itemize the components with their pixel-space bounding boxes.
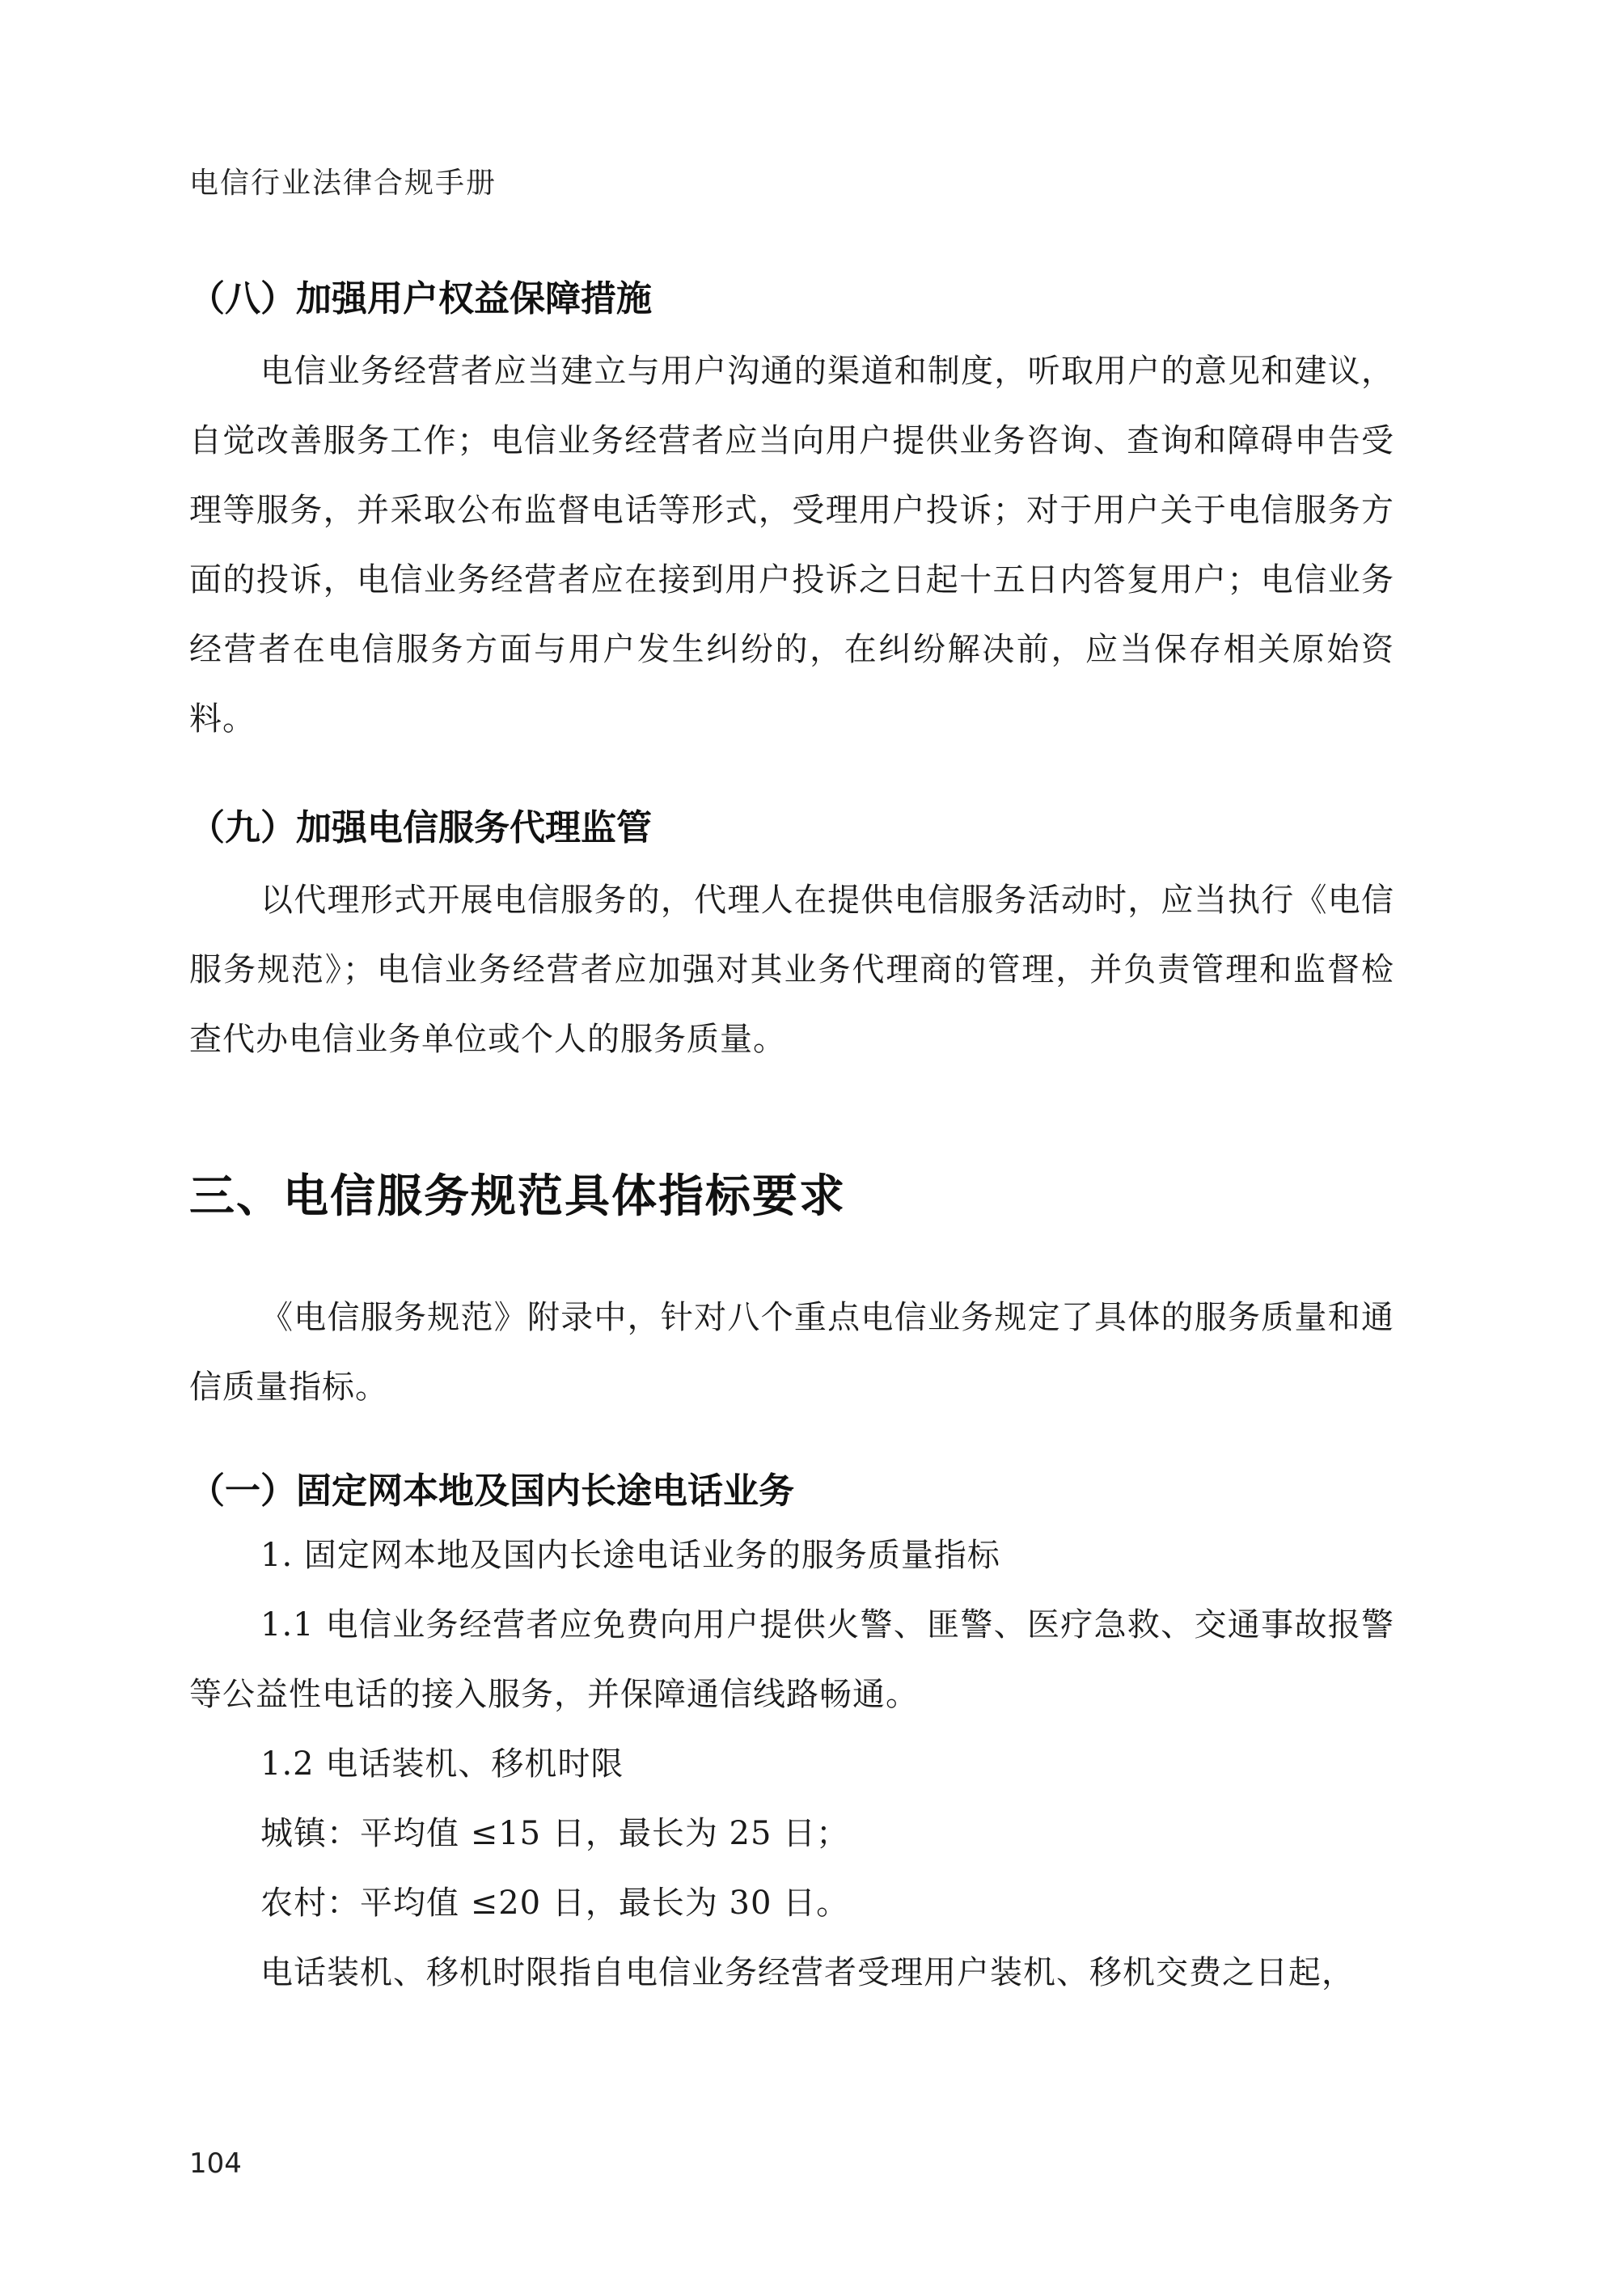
- section-9-paragraph: 以代理形式开展电信服务的，代理人在提供电信服务活动时，应当执行《电信服务规范》；电信业务经营者应加强对其业务代理商的管理，并负责管理和监督检查代办电信业务单位或个人的服务质量。: [189, 882, 1394, 1058]
- chapter-intro-paragraph: 《电信服务规范》附录中，针对八个重点电信业务规定了具体的服务质量和通信质量指标。: [189, 1299, 1394, 1406]
- section-heading-8: （八）加强用户权益保障措施: [189, 278, 652, 319]
- closing-paragraph: 电话装机、移机时限指自电信业务经营者受理用户装机、移机交费之日起，: [260, 1954, 1355, 1991]
- rural-limit-line: 农村：平均值 ≤20 日，最长为 30 日。: [260, 1885, 850, 1922]
- item-1-1-paragraph: 1.1 电信业务经营者应免费向用户提供火警、匪警、医疗急救、交通事故报警等公益性电话的接入服务，并保障通信线路畅通。: [189, 1606, 1394, 1713]
- item-1-line: 1. 固定网本地及国内长途电话业务的服务质量指标: [260, 1537, 1000, 1574]
- page-number: 104: [189, 2147, 242, 2180]
- urban-limit-line: 城镇：平均值 ≤15 日，最长为 25 日；: [260, 1815, 850, 1852]
- subsection-heading-1: （一）固定网本地及国内长途电话业务: [189, 1470, 794, 1512]
- section-heading-9: （九）加强电信服务代理监管: [189, 807, 652, 848]
- chapter-heading: 三、电信服务规范具体指标要求: [189, 1170, 846, 1223]
- item-1-2-line: 1.2 电话装机、移机时限: [260, 1745, 624, 1783]
- page-body: [189, 275, 1394, 2007]
- section-8-paragraph: 电信业务经营者应当建立与用户沟通的渠道和制度，听取用户的意见和建议，自觉改善服务工作；电信业务经营者应当向用户提供业务咨询、查询和障碍申告受理等服务，并采取公布监督电话等形式，受理用户投诉；对于用户关于电信服务方面的投诉，电信业务经营者应在接到用户投诉之日起十五日内答复用户；电信业务经营者在电信服务方面与用户发生纠纷的，在纠纷解决前，应当保存相关原始资料。: [189, 353, 1394, 738]
- running-header: 电信行业法律合规手册: [189, 167, 497, 200]
